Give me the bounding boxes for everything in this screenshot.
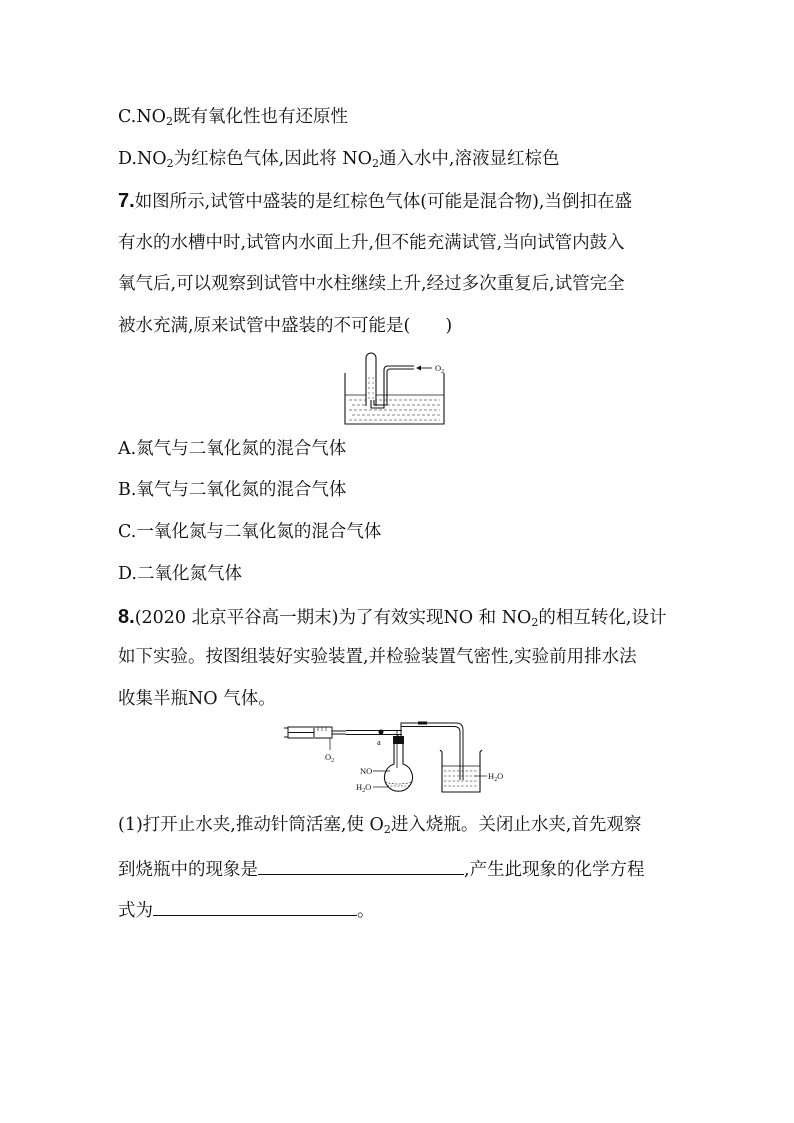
round-bottom-flask — [385, 744, 413, 791]
q8-sub1-line-3: 式为 。 — [118, 901, 375, 921]
clamp-icon — [379, 730, 384, 735]
flask-water-label: $H_2O$ — [356, 782, 372, 794]
answer-blank-equation[interactable] — [153, 900, 357, 916]
no-no2-apparatus-figure — [284, 718, 524, 798]
q7-stem-line-3: 氧气后,可以观察到试管中水柱继续上升,经过多次重复后,试管完全 — [118, 274, 625, 294]
q7-option-c: C.一氧化氮与二氧化氮的混合气体 — [118, 522, 382, 542]
q8-sub1-line-2: 到烧瓶中的现象是 ,产生此现象的化学方程 — [118, 860, 645, 880]
inverted-test-tube — [366, 353, 376, 406]
q7-stem-line-2: 有水的水槽中时,试管内水面上升,但不能充满试管,当向试管内鼓入 — [118, 233, 625, 253]
q7-stem-line-1: 7.如图所示,试管中盛装的是红棕色气体(可能是混合物),当倒扣在盛 — [118, 190, 632, 212]
oxygen-delivery-tube — [371, 366, 414, 408]
question-number: 8. — [118, 606, 135, 628]
o2-label: $O_2$ — [325, 752, 335, 764]
flask-stopper — [393, 736, 404, 744]
answer-blank-phenomenon[interactable] — [258, 859, 464, 875]
q7-stem-line-4: 被水充满,原来试管中盛装的不可能是( ) — [118, 316, 453, 336]
clamp-label-a: a — [377, 737, 381, 747]
test-tube-trough-figure — [340, 348, 455, 430]
question-number: 7. — [118, 190, 135, 212]
o2-label: $O_2$ — [435, 363, 445, 375]
q8-stem-line-1: 8.(2020 北京平谷高一期末)为了有效实现NO 和 $NO_2$的相互转化,设计 — [118, 606, 667, 629]
q7-option-a: A.氮气与二氧化氮的混合气体 — [118, 439, 347, 459]
no-label: NO — [360, 766, 373, 776]
q8-stem-line-2: 如下实验。按图组装好实验装置,并检验装置气密性,实验前用排水法 — [118, 647, 637, 667]
water-trough — [345, 373, 444, 424]
q6-option-c: $C.NO_2$既有氧化性也有还原性 — [118, 107, 348, 128]
q8-sub1-line-1: (1)打开止水夹,推动针筒活塞,使 $O_2$进入烧瓶。关闭止水夹,首先观察 — [118, 815, 642, 836]
q7-option-d: D.二氧化氮气体 — [118, 564, 242, 584]
q7-option-b: B.氧气与二氧化氮的混合气体 — [118, 480, 347, 500]
q6-option-d: $D.NO_2$为红棕色气体,因此将 $NO_2$通入水中,溶液显红棕色 — [118, 149, 560, 170]
q8-stem-line-3: 收集半瓶NO 气体。 — [118, 689, 276, 709]
beaker-water-label: $H_2O$ — [488, 771, 504, 783]
